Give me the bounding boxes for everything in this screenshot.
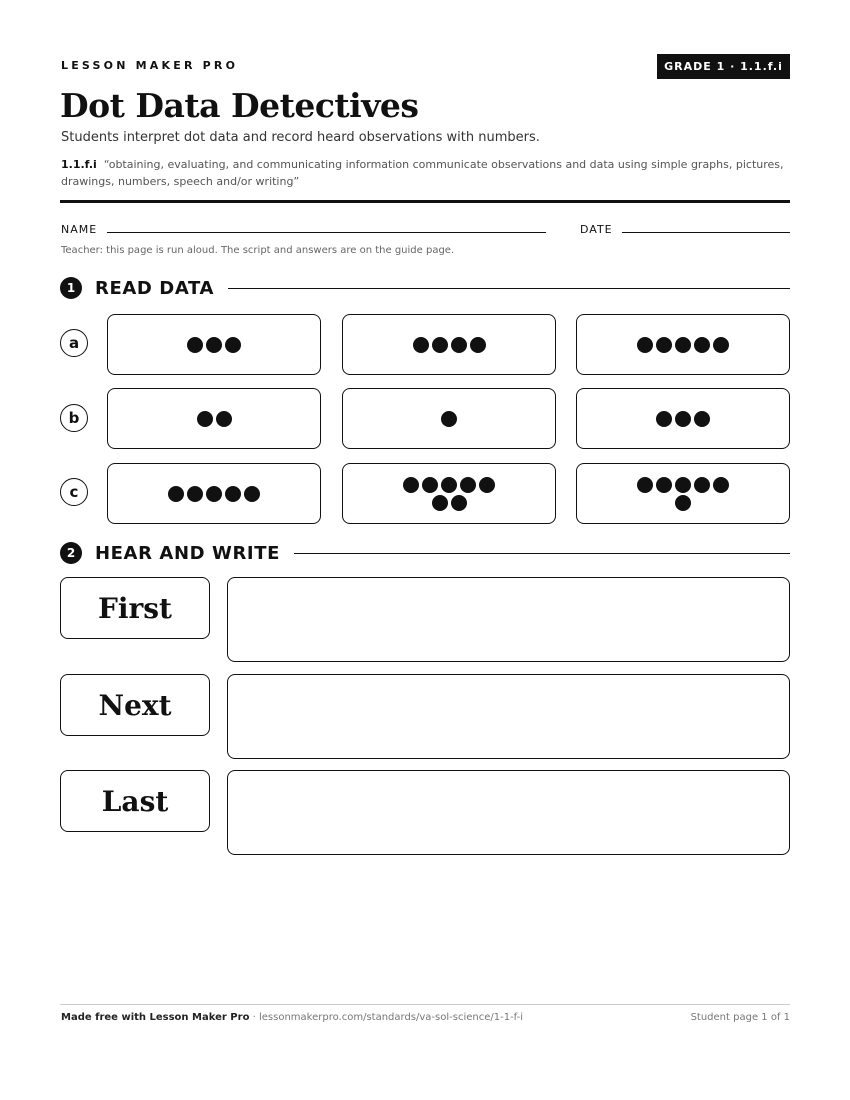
footer-credit bbox=[61, 1012, 523, 1023]
section-read-data-header bbox=[60, 277, 790, 299]
dot bbox=[451, 337, 467, 353]
dot-row bbox=[168, 486, 260, 502]
dot-box bbox=[342, 463, 556, 524]
write-box-last[interactable] bbox=[227, 770, 790, 855]
dot-row bbox=[441, 411, 457, 427]
dot-box bbox=[342, 388, 556, 449]
name-field[interactable] bbox=[107, 232, 546, 233]
dot bbox=[441, 411, 457, 427]
grade-badge: GRADE 1 · 1.1.f.i bbox=[657, 54, 790, 79]
write-box-next[interactable] bbox=[227, 674, 790, 759]
dot bbox=[244, 486, 260, 502]
footer-page-number: Student page 1 of 1 bbox=[690, 1012, 790, 1023]
dot bbox=[216, 411, 232, 427]
dot-row bbox=[432, 495, 467, 511]
date-label: DATE bbox=[580, 223, 613, 236]
word-card-first: First bbox=[60, 577, 210, 639]
dot bbox=[460, 477, 476, 493]
row-label-c: c bbox=[60, 478, 88, 506]
section-title: HEAR AND WRITE bbox=[95, 542, 281, 564]
section-number: 2 bbox=[60, 542, 82, 564]
dot bbox=[675, 337, 691, 353]
dot bbox=[713, 337, 729, 353]
dot bbox=[403, 477, 419, 493]
dot bbox=[470, 337, 486, 353]
footer-made-with: Made free with Lesson Maker Pro bbox=[61, 1012, 250, 1023]
dot bbox=[187, 486, 203, 502]
dot bbox=[206, 337, 222, 353]
section-number: 1 bbox=[60, 277, 82, 299]
dot bbox=[479, 477, 495, 493]
dot-box bbox=[107, 388, 321, 449]
dot bbox=[187, 337, 203, 353]
dot bbox=[675, 495, 691, 511]
header-divider bbox=[60, 200, 790, 203]
dot bbox=[713, 477, 729, 493]
dot bbox=[225, 337, 241, 353]
page-subtitle: Students interpret dot data and record heard observations with numbers. bbox=[61, 130, 540, 145]
dot bbox=[694, 411, 710, 427]
word-card-next: Next bbox=[60, 674, 210, 736]
dot bbox=[675, 411, 691, 427]
dot bbox=[225, 486, 241, 502]
dot-row bbox=[637, 337, 729, 353]
dot bbox=[637, 477, 653, 493]
section-title: READ DATA bbox=[95, 277, 214, 299]
write-box-first[interactable] bbox=[227, 577, 790, 662]
dot bbox=[432, 337, 448, 353]
dot bbox=[413, 337, 429, 353]
dot bbox=[656, 477, 672, 493]
dot-box bbox=[107, 314, 321, 375]
footer-separator: · bbox=[249, 1012, 259, 1023]
row-label-b: b bbox=[60, 404, 88, 432]
name-label: NAME bbox=[61, 223, 98, 236]
dot bbox=[675, 477, 691, 493]
section-hear-and-write-header bbox=[60, 542, 790, 564]
dot-box bbox=[576, 314, 790, 375]
dot-row bbox=[403, 477, 495, 493]
dot-box bbox=[107, 463, 321, 524]
footer-url[interactable]: lessonmakerpro.com/standards/va-sol-science/1-1-f-i bbox=[258, 1012, 524, 1023]
dot bbox=[637, 337, 653, 353]
dot bbox=[168, 486, 184, 502]
dot-row bbox=[197, 411, 232, 427]
page-title: Dot Data Detectives bbox=[60, 86, 419, 125]
word-card-last: Last bbox=[60, 770, 210, 832]
dot-box bbox=[576, 388, 790, 449]
footer-divider bbox=[60, 1004, 790, 1005]
dot-row bbox=[413, 337, 486, 353]
section-rule bbox=[294, 553, 790, 554]
standard-code: 1.1.f.i bbox=[61, 158, 97, 171]
dot-box bbox=[576, 463, 790, 524]
dot bbox=[451, 495, 467, 511]
date-field[interactable] bbox=[622, 232, 790, 233]
dot bbox=[656, 337, 672, 353]
dot-box bbox=[342, 314, 556, 375]
dot-row bbox=[675, 495, 691, 511]
dot-row bbox=[656, 411, 710, 427]
dot bbox=[206, 486, 222, 502]
dot-row bbox=[187, 337, 241, 353]
dot-row bbox=[637, 477, 729, 493]
dot bbox=[694, 477, 710, 493]
dot bbox=[694, 337, 710, 353]
standard-description bbox=[61, 156, 786, 190]
dot bbox=[441, 477, 457, 493]
dot bbox=[432, 495, 448, 511]
section-rule bbox=[228, 288, 790, 289]
dot bbox=[422, 477, 438, 493]
dot bbox=[197, 411, 213, 427]
brand-name: LESSON MAKER PRO bbox=[61, 59, 239, 72]
dot bbox=[656, 411, 672, 427]
standard-text: “obtaining, evaluating, and communicating information communicate observations and data using simple graphs, pictures, drawings, numbers, speech and/or writing” bbox=[61, 158, 784, 188]
row-label-a: a bbox=[60, 329, 88, 357]
teacher-note: Teacher: this page is run aloud. The script and answers are on the guide page. bbox=[61, 245, 455, 256]
